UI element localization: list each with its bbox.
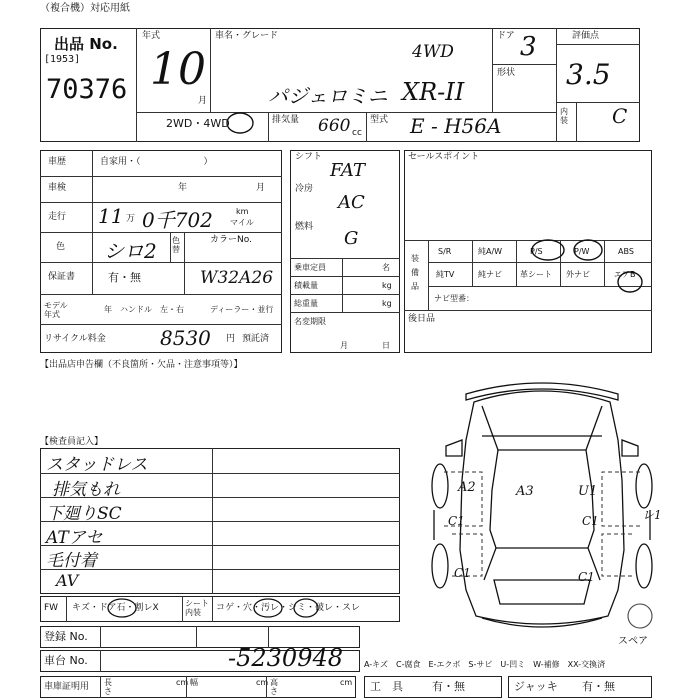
inspection-year: 年 <box>178 183 188 193</box>
warranty-options: 有・無 <box>108 271 141 284</box>
name-change-day: 日 <box>382 341 390 350</box>
colorno-label: カラーNo. <box>210 235 252 245</box>
cert-nagasa: 長さ <box>104 678 112 696</box>
color-change-label: 色替 <box>172 236 180 254</box>
cert-cm-3: cm <box>340 678 353 687</box>
displacement-unit: cc <box>352 128 362 138</box>
cert-takasa: 高さ <box>270 678 278 696</box>
mark-c1-c: C1 <box>454 566 471 580</box>
cert-haba: 幅 <box>190 678 198 687</box>
color-value: シロ2 <box>104 239 157 263</box>
color-label: 色 <box>56 242 66 252</box>
chassis-value: -5230948 <box>228 644 343 672</box>
chassis-label: 車台 No. <box>44 654 88 667</box>
load-unit: kg <box>382 281 392 290</box>
seat-label: シート内装 <box>185 599 209 617</box>
car-label: 車名・グレード <box>215 31 279 41</box>
interior-label: 内装 <box>560 107 568 125</box>
aftermarket-label: 後日品 <box>408 314 436 324</box>
recycle-label: リサイクル料金 <box>44 334 106 344</box>
shift-value: FAT <box>330 160 365 181</box>
ac-label: 冷房 <box>295 184 314 194</box>
weight-label: 総重量 <box>294 299 318 308</box>
equip-airbag: エアB <box>614 270 636 279</box>
mark-a3: A3 <box>516 484 534 499</box>
history-options: 自家用・（ ） <box>100 157 213 167</box>
equip-ps: P/S <box>530 247 543 256</box>
sales-point-label: セールスポイント <box>408 152 480 162</box>
mileage-label: 走行 <box>48 212 67 222</box>
lot-code: [1953] <box>44 54 81 65</box>
year-month-label: 月 <box>198 96 208 106</box>
inspector-line-3: 下廻りSC <box>46 504 122 524</box>
load-label: 積載量 <box>294 281 318 290</box>
score-value: 3.5 <box>566 58 611 91</box>
mark-u1: U1 <box>578 484 598 499</box>
inspector-label: 【検査員記入】 <box>40 437 104 447</box>
mileage-value-man: 11 <box>98 204 124 228</box>
inspector-line-5: 毛付着 <box>46 551 97 571</box>
inspector-line-1: スタッドレス <box>46 455 148 475</box>
equip-pw: P/W <box>574 247 590 256</box>
model-year-dealer: ディーラー・並行 <box>210 305 274 314</box>
doors-label: ドア <box>497 31 515 41</box>
model-year-label: モデル年式 <box>44 301 68 319</box>
mileage-unit-km: km <box>236 207 249 216</box>
drive-selected-circle <box>225 111 255 135</box>
cert-cm-1: cm <box>176 678 189 687</box>
equip-navi: 純ナビ <box>478 270 502 279</box>
colorno-value: W32A26 <box>200 268 274 288</box>
equip-tv: 純TV <box>436 270 455 279</box>
inspection-month: 月 <box>256 183 266 193</box>
mark-re1: レ1 <box>642 508 662 522</box>
inspector-line-2: 排気もれ <box>52 480 120 500</box>
sheet-subtitle: （複合機）対応用紙 <box>40 3 130 14</box>
history-table <box>40 150 282 353</box>
equip-ext-navi: 外ナビ <box>566 270 590 279</box>
jack-label: ジャッキ <box>514 680 558 693</box>
equipment-label: 装備品 <box>411 254 419 291</box>
mileage-value-rest: 0千702 <box>142 208 213 232</box>
equip-aw: 純A/W <box>478 247 503 256</box>
model-type-value: E - H56A <box>410 114 502 138</box>
cert-label: 車庫証明用 <box>44 682 90 692</box>
inspector-line-6: AV <box>56 571 79 590</box>
weight-unit: kg <box>382 299 392 308</box>
spare-label: スペア <box>618 636 648 647</box>
tools-options: 有・無 <box>432 680 465 693</box>
mileage-unit-man: 万 <box>126 214 136 224</box>
interior-circles <box>100 596 340 626</box>
lot-label: 出品 No. <box>54 35 118 53</box>
model-year-handle: 年 ハンドル 左・右 <box>104 305 184 314</box>
fuel-label: 燃料 <box>295 222 314 232</box>
car-name: パジェロミニ <box>268 84 388 108</box>
model-type-label: 型式 <box>370 115 389 125</box>
car-grade: XR-II <box>402 78 465 106</box>
equip-leather: 革シート <box>520 270 552 279</box>
recycle-value: 8530 <box>160 326 211 350</box>
year-value: 10 <box>150 44 206 95</box>
jack-options: 有・無 <box>582 680 615 693</box>
mark-c1-a: C1 <box>448 514 465 528</box>
mileage-unit-mile: マイル <box>230 218 254 227</box>
inspector-line-4: ATアセ <box>46 528 103 548</box>
recycle-deposit: 預託済 <box>242 334 270 344</box>
mark-c1-b: C1 <box>582 514 599 528</box>
damage-legend: A-キズ C-腐食 E-エクボ S-サビ U-凹ミ W-補修 XX-交換済 <box>364 660 606 669</box>
name-change-month: 月 <box>340 341 348 350</box>
doors-value: 3 <box>520 32 537 62</box>
navi-model-label: ナビ型番： <box>434 294 474 303</box>
fuel-value: G <box>344 228 359 249</box>
capacity-unit: 名 <box>382 263 390 272</box>
lot-number: 70376 <box>46 74 128 105</box>
displacement-label: 排気量 <box>272 115 300 125</box>
interior-rest: コゲ・穴・汚レ・シミ・破レ・スレ <box>216 603 361 613</box>
fw-items: キズ・ドア石・割レX <box>72 603 159 613</box>
equip-abs: ABS <box>618 247 634 256</box>
inspection-label: 車検 <box>48 183 67 193</box>
ac-value: AC <box>338 192 365 213</box>
registration-label: 登録 No. <box>44 630 88 643</box>
year-label: 年式 <box>142 31 161 41</box>
displacement-value: 660 <box>318 116 351 136</box>
equip-sr: S/R <box>438 247 452 256</box>
mark-a2: A2 <box>458 480 476 495</box>
mark-c1-d: C1 <box>578 570 595 584</box>
seller-notes-label: 【出品店申告欄（不良箇所・欠品・注意事項等）】 <box>40 360 243 370</box>
score-label: 評価点 <box>572 31 600 41</box>
history-label: 車歴 <box>48 157 67 167</box>
interior-value: C <box>612 104 628 128</box>
name-change-label: 名変期限 <box>294 317 326 326</box>
car-damage-diagram <box>412 380 672 636</box>
car-drive-note: 4WD <box>412 42 454 62</box>
fw-label: FW <box>44 603 59 613</box>
warranty-label: 保証書 <box>48 272 76 282</box>
tools-label: 工 具 <box>370 680 403 693</box>
shape-label: 形状 <box>497 68 516 78</box>
equip-selected-circles <box>520 236 650 296</box>
cert-cm-2: cm <box>256 678 269 687</box>
drive-options: 2WD・4WD <box>166 117 230 130</box>
recycle-unit: 円 <box>226 334 236 344</box>
capacity-label: 乗車定員 <box>294 263 326 272</box>
shift-label: シフト <box>295 152 323 162</box>
